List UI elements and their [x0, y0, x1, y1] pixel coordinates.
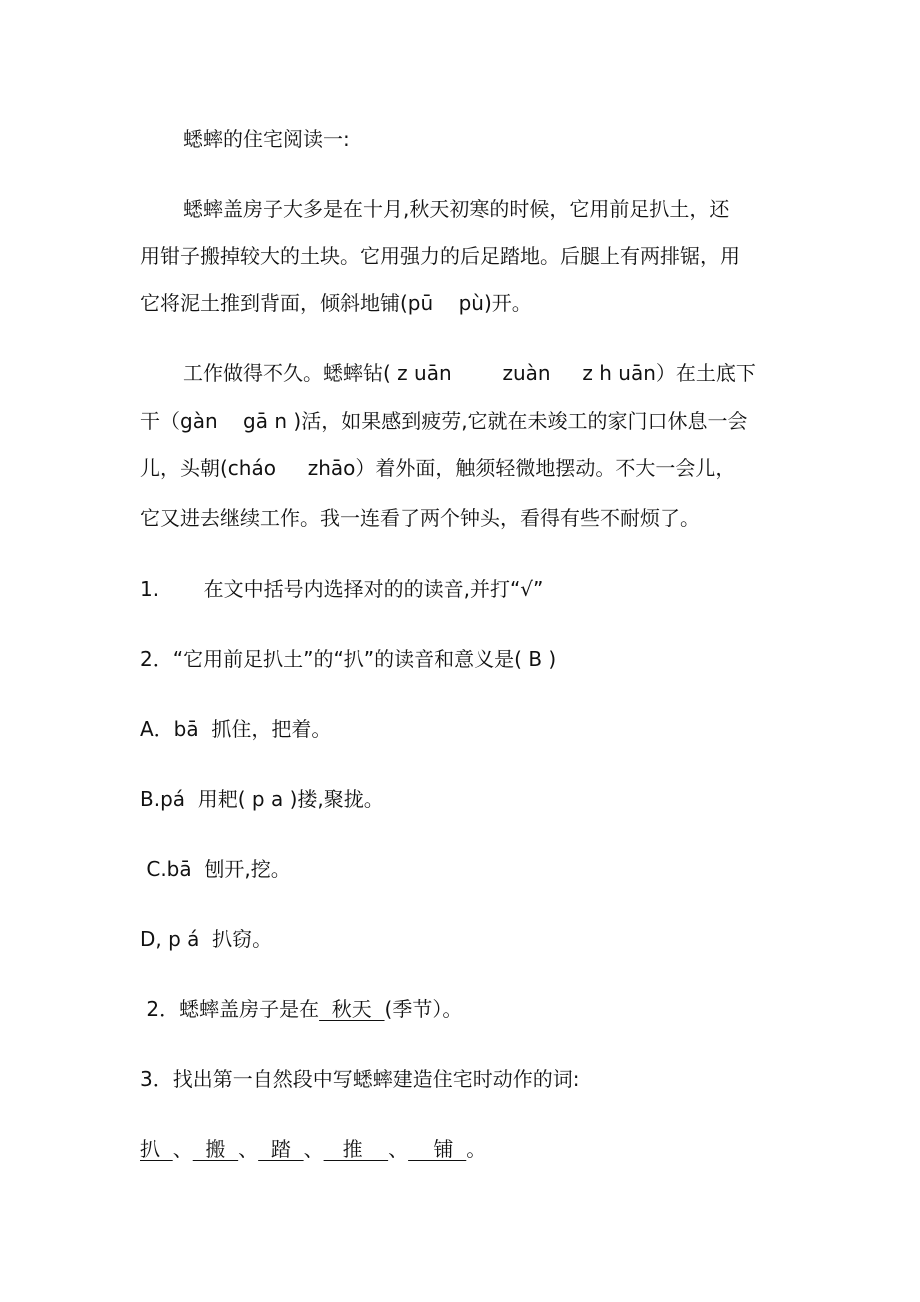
answer-word-4: 推 [323, 1137, 389, 1161]
answer-end: 。 [466, 1137, 487, 1161]
passage-p1-line-2: 用钳子搬掉较大的土块。它用强力的后足踏地。后腿上有两排锯，用 [140, 244, 740, 268]
answer-word-1: 扒 [140, 1137, 173, 1161]
question-3-prefix: 2．蟋蟀盖房子是在 [140, 997, 320, 1021]
passage-p1-line-3: 它将泥土推到背面，倾斜地铺(pū pù)开。 [140, 291, 532, 315]
question-2: 2．“它用前足扒土”的“扒”的读音和意义是( B ) [140, 647, 557, 671]
answer-word-2: 搬 [192, 1137, 239, 1161]
option-b: B.pá 用耙( p a )搂,聚拢。 [140, 787, 384, 811]
question-4-answers [140, 1133, 486, 1165]
passage-p2-line-4: 它又进去继续工作。我一连看了两个钟头，看得有些不耐烦了。 [140, 506, 700, 530]
answer-separator: 、 [388, 1137, 409, 1161]
answer-word-5: 铺 [408, 1137, 467, 1161]
answer-separator: 、 [303, 1137, 324, 1161]
answer-word-3: 踏 [258, 1137, 304, 1161]
question-4: 3．找出第一自然段中写蟋蟀建造住宅时动作的词: [140, 1067, 580, 1091]
answer-separator: 、 [238, 1137, 259, 1161]
answer-separator: 、 [172, 1137, 193, 1161]
question-3-answer: 秋天 [319, 997, 385, 1021]
option-c: C.bā 刨开,挖。 [140, 857, 291, 881]
document-title: 蟋蟀的住宅阅读一: [183, 127, 350, 151]
question-1: 1. 在文中括号内选择对的的读音,并打“√” [140, 577, 544, 601]
option-d: D, p á 扒窃。 [140, 927, 273, 951]
passage-p2-line-2: 干（gàn gā n )活，如果感到疲劳,它就在未竣工的家门口休息一会 [140, 409, 748, 433]
passage-p1-line-1: 蟋蟀盖房子大多是在十月,秋天初寒的时候，它用前足扒土，还 [183, 197, 730, 221]
question-3-suffix: (季节）。 [384, 997, 463, 1021]
option-a: A．bā 抓住，把着。 [140, 717, 332, 741]
passage-p2-line-1: 工作做得不久。蟋蟀钻( z uān zuàn z h uān）在土底下 [183, 361, 756, 385]
question-3 [140, 993, 462, 1025]
passage-p2-line-3: 儿，头朝(cháo zhāo）着外面，触须轻微地摆动。不大一会儿， [140, 456, 736, 480]
